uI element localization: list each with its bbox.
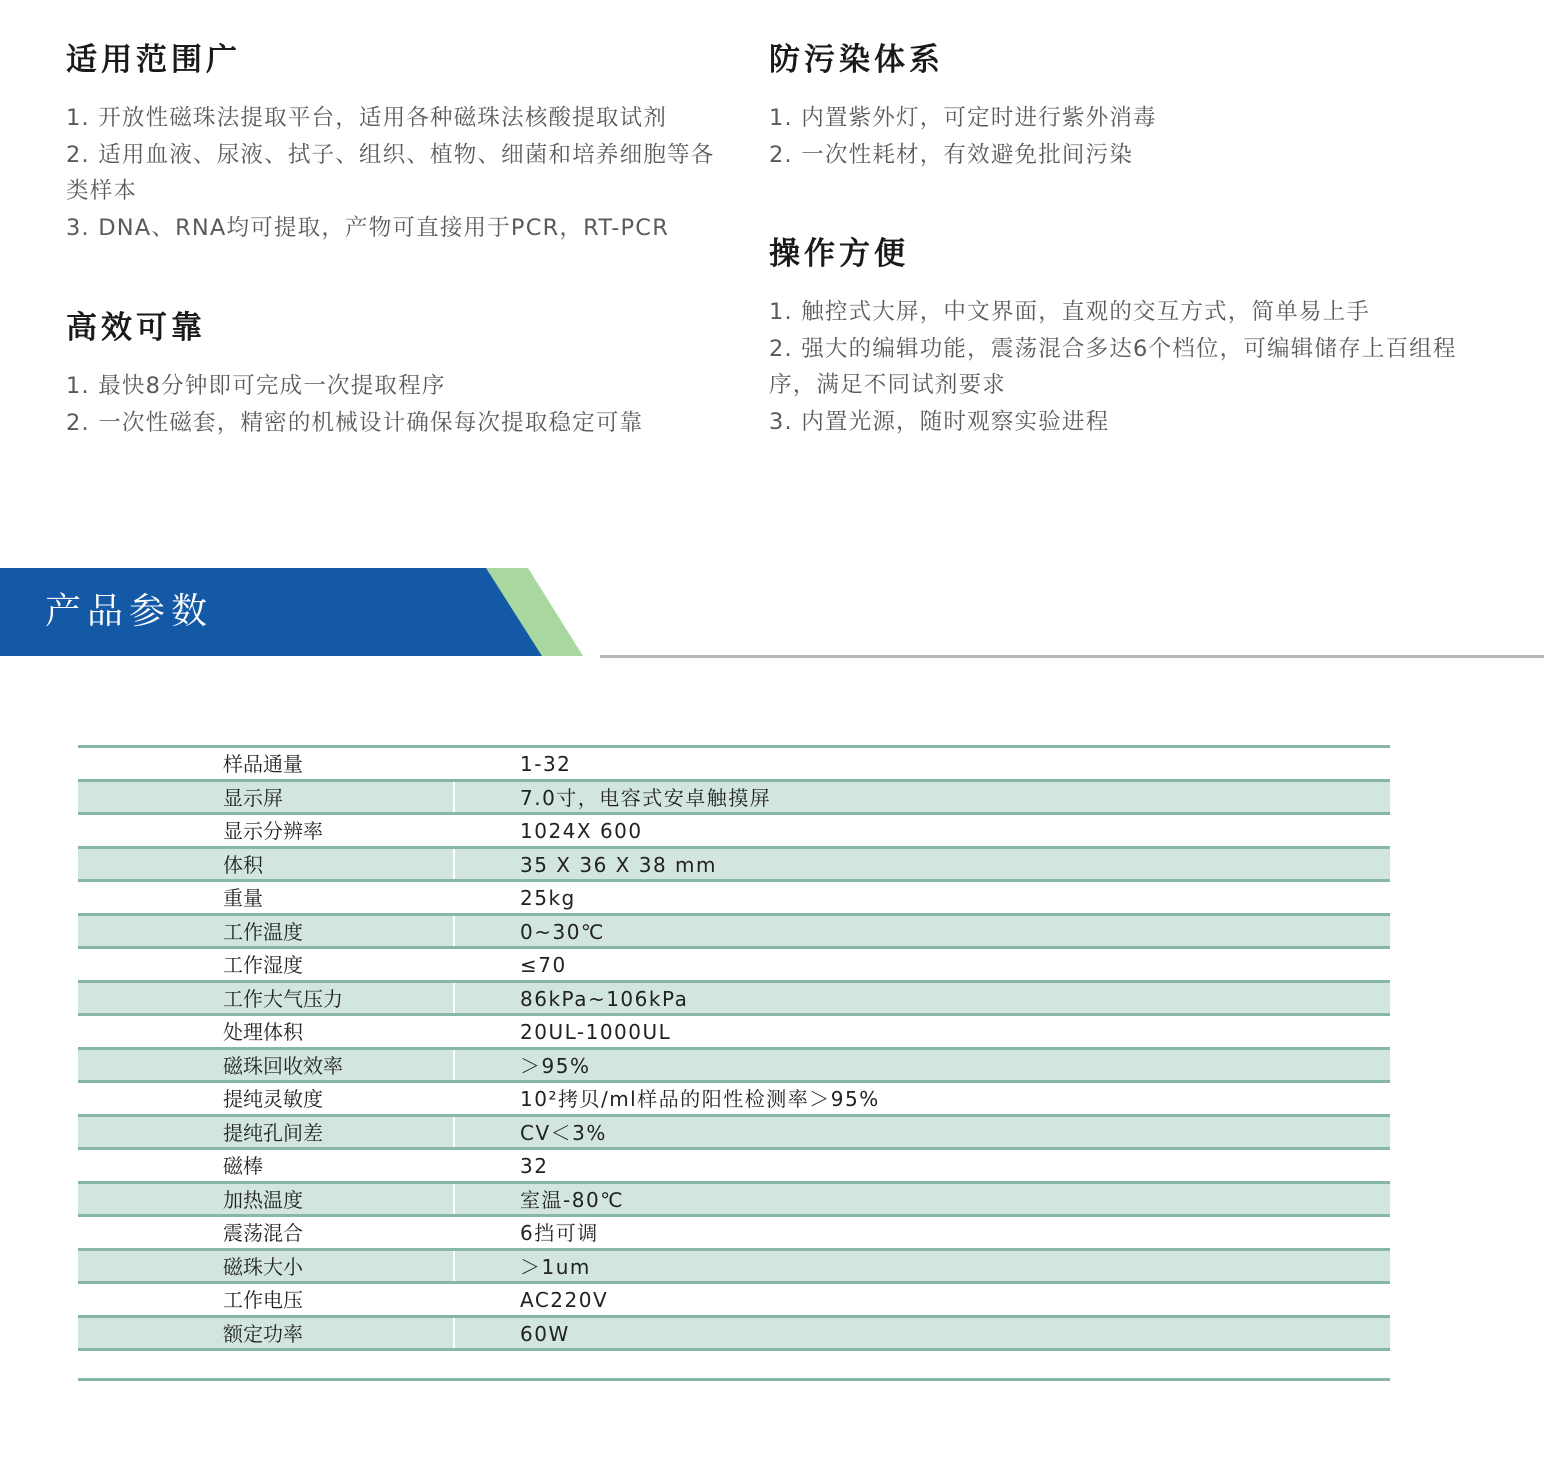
feature-wide-application <box>66 40 726 246</box>
section-title: 产品参数 <box>45 591 214 632</box>
spec-label: 工作温度 <box>78 916 455 947</box>
feature-title: 适用范围广 <box>66 42 241 78</box>
feature-line: 2. 一次性耗材，有效避免批间污染 <box>769 141 1134 168</box>
spec-label: 处理体积 <box>78 1016 455 1047</box>
feature-line: 3. DNA、RNA均可提取，产物可直接用于PCR，RT-PCR <box>66 214 670 241</box>
feature-anti-contamination <box>769 40 1469 173</box>
spec-row <box>78 882 1390 916</box>
feature-title: 高效可靠 <box>66 310 206 346</box>
table-bottom-rule <box>78 1378 1390 1381</box>
feature-easy-operation <box>769 234 1469 440</box>
spec-row <box>78 1251 1390 1285</box>
spec-row <box>78 949 1390 983</box>
spec-label: 工作大气压力 <box>78 983 455 1014</box>
spec-value: 25kg <box>520 886 576 910</box>
spec-row <box>78 1284 1390 1318</box>
spec-label: 提纯孔间差 <box>78 1117 455 1148</box>
spec-label: 显示屏 <box>78 782 455 813</box>
spec-value: ＞1um <box>520 1254 591 1279</box>
spec-table <box>78 745 1390 1351</box>
spec-value: 35 X 36 X 38 mm <box>520 852 718 877</box>
spec-value: 10²拷贝/ml样品的阳性检测率＞95% <box>520 1087 880 1111</box>
spec-value: AC220V <box>520 1288 609 1312</box>
spec-value: 0~30℃ <box>520 919 605 944</box>
spec-value: 20UL-1000UL <box>520 1020 672 1044</box>
spec-row <box>78 1117 1390 1151</box>
spec-row <box>78 849 1390 883</box>
spec-label: 磁珠大小 <box>78 1251 455 1282</box>
spec-row <box>78 1016 1390 1050</box>
feature-line: 1. 最快8分钟即可完成一次提取程序 <box>66 373 446 399</box>
spec-row <box>78 748 1390 782</box>
spec-row <box>78 815 1390 849</box>
spec-value: 室温-80℃ <box>520 1187 625 1212</box>
spec-value: 1024X 600 <box>520 819 643 843</box>
spec-row <box>78 1150 1390 1184</box>
spec-label: 额定功率 <box>78 1318 455 1349</box>
spec-label: 提纯灵敏度 <box>78 1083 455 1114</box>
spec-label: 体积 <box>78 849 455 880</box>
spec-label: 磁棒 <box>78 1150 455 1181</box>
spec-label: 工作电压 <box>78 1284 455 1315</box>
feature-line: 1. 内置紫外灯，可定时进行紫外消毒 <box>769 105 1157 131</box>
spec-value: 1-32 <box>520 752 572 776</box>
spec-row <box>78 1050 1390 1084</box>
feature-line: 2. 适用血液、尿液、拭子、组织、植物、细菌和培养细胞等各类样本 <box>66 141 715 204</box>
spec-row <box>78 983 1390 1017</box>
spec-row <box>78 1083 1390 1117</box>
feature-line: 2. 一次性磁套，精密的机械设计确保每次提取稳定可靠 <box>66 409 644 436</box>
spec-row <box>78 782 1390 816</box>
spec-row <box>78 1217 1390 1251</box>
spec-value: ≤70 <box>520 953 567 977</box>
feature-line: 2. 强大的编辑功能，震荡混合多达6个档位，可编辑储存上百组程序，满足不同试剂要求 <box>769 335 1457 398</box>
spec-label: 震荡混合 <box>78 1217 455 1248</box>
spec-row <box>78 1318 1390 1352</box>
section-banner <box>0 568 1544 658</box>
spec-label: 重量 <box>78 882 455 913</box>
spec-label: 加热温度 <box>78 1184 455 1215</box>
spec-value: 60W <box>520 1321 570 1346</box>
spec-value: 7.0寸，电容式安卓触摸屏 <box>520 785 772 810</box>
spec-value: 86kPa~106kPa <box>520 986 689 1011</box>
spec-value: 32 <box>520 1154 549 1178</box>
feature-line: 1. 开放性磁珠法提取平台，适用各种磁珠法核酸提取试剂 <box>66 105 668 131</box>
spec-label: 磁珠回收效率 <box>78 1050 455 1081</box>
feature-efficient-reliable <box>66 308 726 441</box>
spec-value: CV＜3% <box>520 1120 607 1145</box>
spec-label: 样品通量 <box>78 748 455 779</box>
feature-line: 3. 内置光源，随时观察实验进程 <box>769 408 1110 435</box>
feature-title: 防污染体系 <box>769 42 944 78</box>
spec-label: 工作湿度 <box>78 949 455 980</box>
banner-divider <box>600 655 1544 658</box>
feature-title: 操作方便 <box>769 236 909 272</box>
feature-line: 1. 触控式大屏，中文界面，直观的交互方式，简单易上手 <box>769 299 1371 325</box>
spec-label: 显示分辨率 <box>78 815 455 846</box>
spec-row <box>78 1184 1390 1218</box>
spec-value: 6挡可调 <box>520 1221 599 1245</box>
spec-row <box>78 916 1390 950</box>
spec-value: ＞95% <box>520 1053 591 1078</box>
